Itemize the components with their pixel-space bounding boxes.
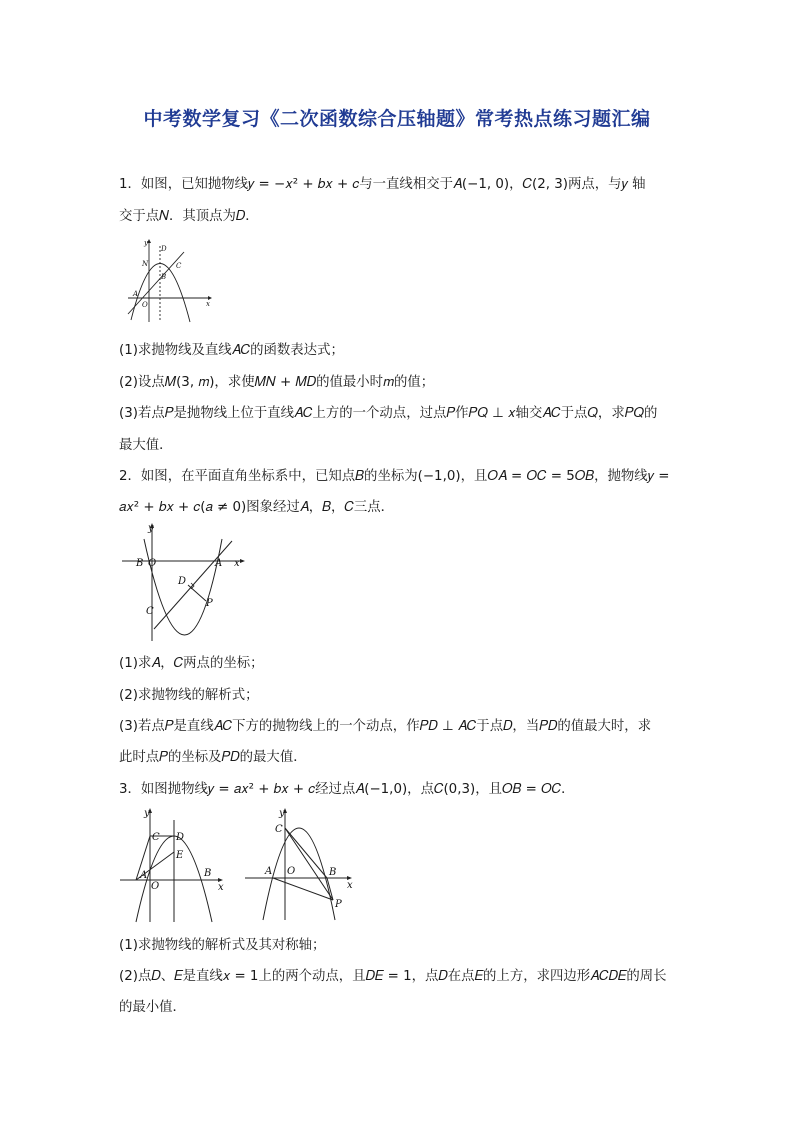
label-d: D: [176, 832, 185, 843]
label-p: P: [206, 598, 213, 609]
segment-pd: [188, 585, 206, 601]
label-e: E: [176, 850, 184, 861]
problem-2-part-3: (3)若点𝑃是直线𝐴𝐶下方的抛物线上的一个动点，作𝑃𝐷 ⊥ 𝐴𝐶于点𝐷，当𝑃𝐷的值最大时，求: [119, 719, 652, 734]
problem-2-line-1: 2．如图，在平面直角坐标系中，已知点𝐵的坐标为(−1,0)，且𝑂𝐴 = 𝑂𝐶 = 5𝑂𝐵，抛物线𝑦 =: [119, 469, 670, 484]
label-y: y: [279, 808, 285, 819]
label-a: A: [133, 290, 139, 298]
problem-3-part-2-cont: 的最小值．: [119, 1000, 186, 1015]
label-c: C: [176, 262, 182, 270]
label-a: A: [265, 866, 273, 877]
label-x: x: [234, 558, 240, 569]
label-o: O: [142, 301, 148, 309]
problem-2-line-2: 𝑎𝑥² + 𝑏𝑥 + 𝑐(𝑎 ≠ 0)图象经过𝐴，𝐵，𝐶三点．: [119, 500, 395, 515]
label-o: O: [148, 558, 157, 569]
problem-3-line-1: 3．如图抛物线𝑦 = 𝑎𝑥² + 𝑏𝑥 + 𝑐经过点𝐴(−1,0)，点𝐶(0,3)，且𝑂𝐵 = 𝑂𝐶．: [119, 782, 575, 797]
problem-1-figure: [120, 236, 215, 324]
segment-ap: [273, 878, 333, 900]
label-x: x: [347, 880, 353, 891]
label-y: y: [148, 523, 154, 534]
problem-2-figure: [120, 521, 250, 646]
label-c: C: [146, 606, 154, 617]
segment-cp: [285, 828, 333, 900]
label-x: x: [206, 300, 210, 308]
label-y: y: [144, 239, 148, 247]
label-d: D: [178, 576, 187, 587]
problem-2-part-2: (2)求抛物线的解析式；: [119, 688, 259, 703]
document-title: 中考数学复习《二次函数综合压轴题》常考热点练习题汇编: [143, 108, 651, 130]
problem-3-figure-left: [118, 806, 228, 924]
label-d: D: [161, 245, 167, 253]
label-b: B: [161, 273, 167, 281]
problem-1-part-2: (2)设点𝑀(3, 𝑚)，求使𝑀𝑁 + 𝑀𝐷的值最小时𝑚的值；: [119, 375, 435, 390]
label-o: O: [151, 881, 160, 892]
label-b: B: [204, 868, 212, 879]
label-p: P: [335, 899, 342, 910]
parabola: [144, 539, 222, 635]
label-c: C: [275, 824, 283, 835]
label-b: B: [329, 867, 337, 878]
problem-3-figure-right: [243, 806, 353, 924]
problem-3-part-2: (2)点𝐷、𝐸是直线𝑥 = 1上的两个动点，且𝐷𝐸 = 1，点𝐷在点𝐸的上方，求四边形𝐴𝐶𝐷𝐸的周长: [119, 969, 667, 984]
label-c: C: [152, 832, 160, 843]
problem-1-part-3-cont: 最大值．: [119, 438, 173, 453]
label-n: N: [142, 260, 149, 268]
problem-2-part-1: (1)求𝐴，𝐶两点的坐标；: [119, 656, 264, 671]
problem-1-line-2: 交于点𝑁．其顶点为𝐷．: [119, 209, 259, 224]
problem-1-line-1: 1．如图，已知抛物线𝑦 = −𝑥² + 𝑏𝑥 + 𝑐与一直线相交于𝐴(−1, 0)，𝐶(2, 3)两点，与𝑦 轴: [119, 177, 646, 192]
problem-3-part-1: (1)求抛物线的解析式及其对称轴；: [119, 938, 326, 953]
label-a: A: [140, 870, 148, 881]
label-y: y: [144, 808, 150, 819]
label-b: B: [136, 558, 144, 569]
problem-1-part-1: (1)求抛物线及直线𝐴𝐶的函数表达式；: [119, 343, 344, 358]
label-x: x: [218, 882, 224, 893]
label-o: O: [287, 866, 296, 877]
problem-2-part-3-cont: 此时点𝑃的坐标及𝑃𝐷的最大值．: [119, 750, 307, 765]
label-a: A: [215, 558, 223, 569]
problem-1-part-3: (3)若点𝑃是抛物线上位于直线𝐴𝐶上方的一个动点，过点𝑃作𝑃𝑄 ⊥ 𝑥轴交𝐴𝐶于点𝑄，求𝑃𝑄的: [119, 406, 658, 421]
